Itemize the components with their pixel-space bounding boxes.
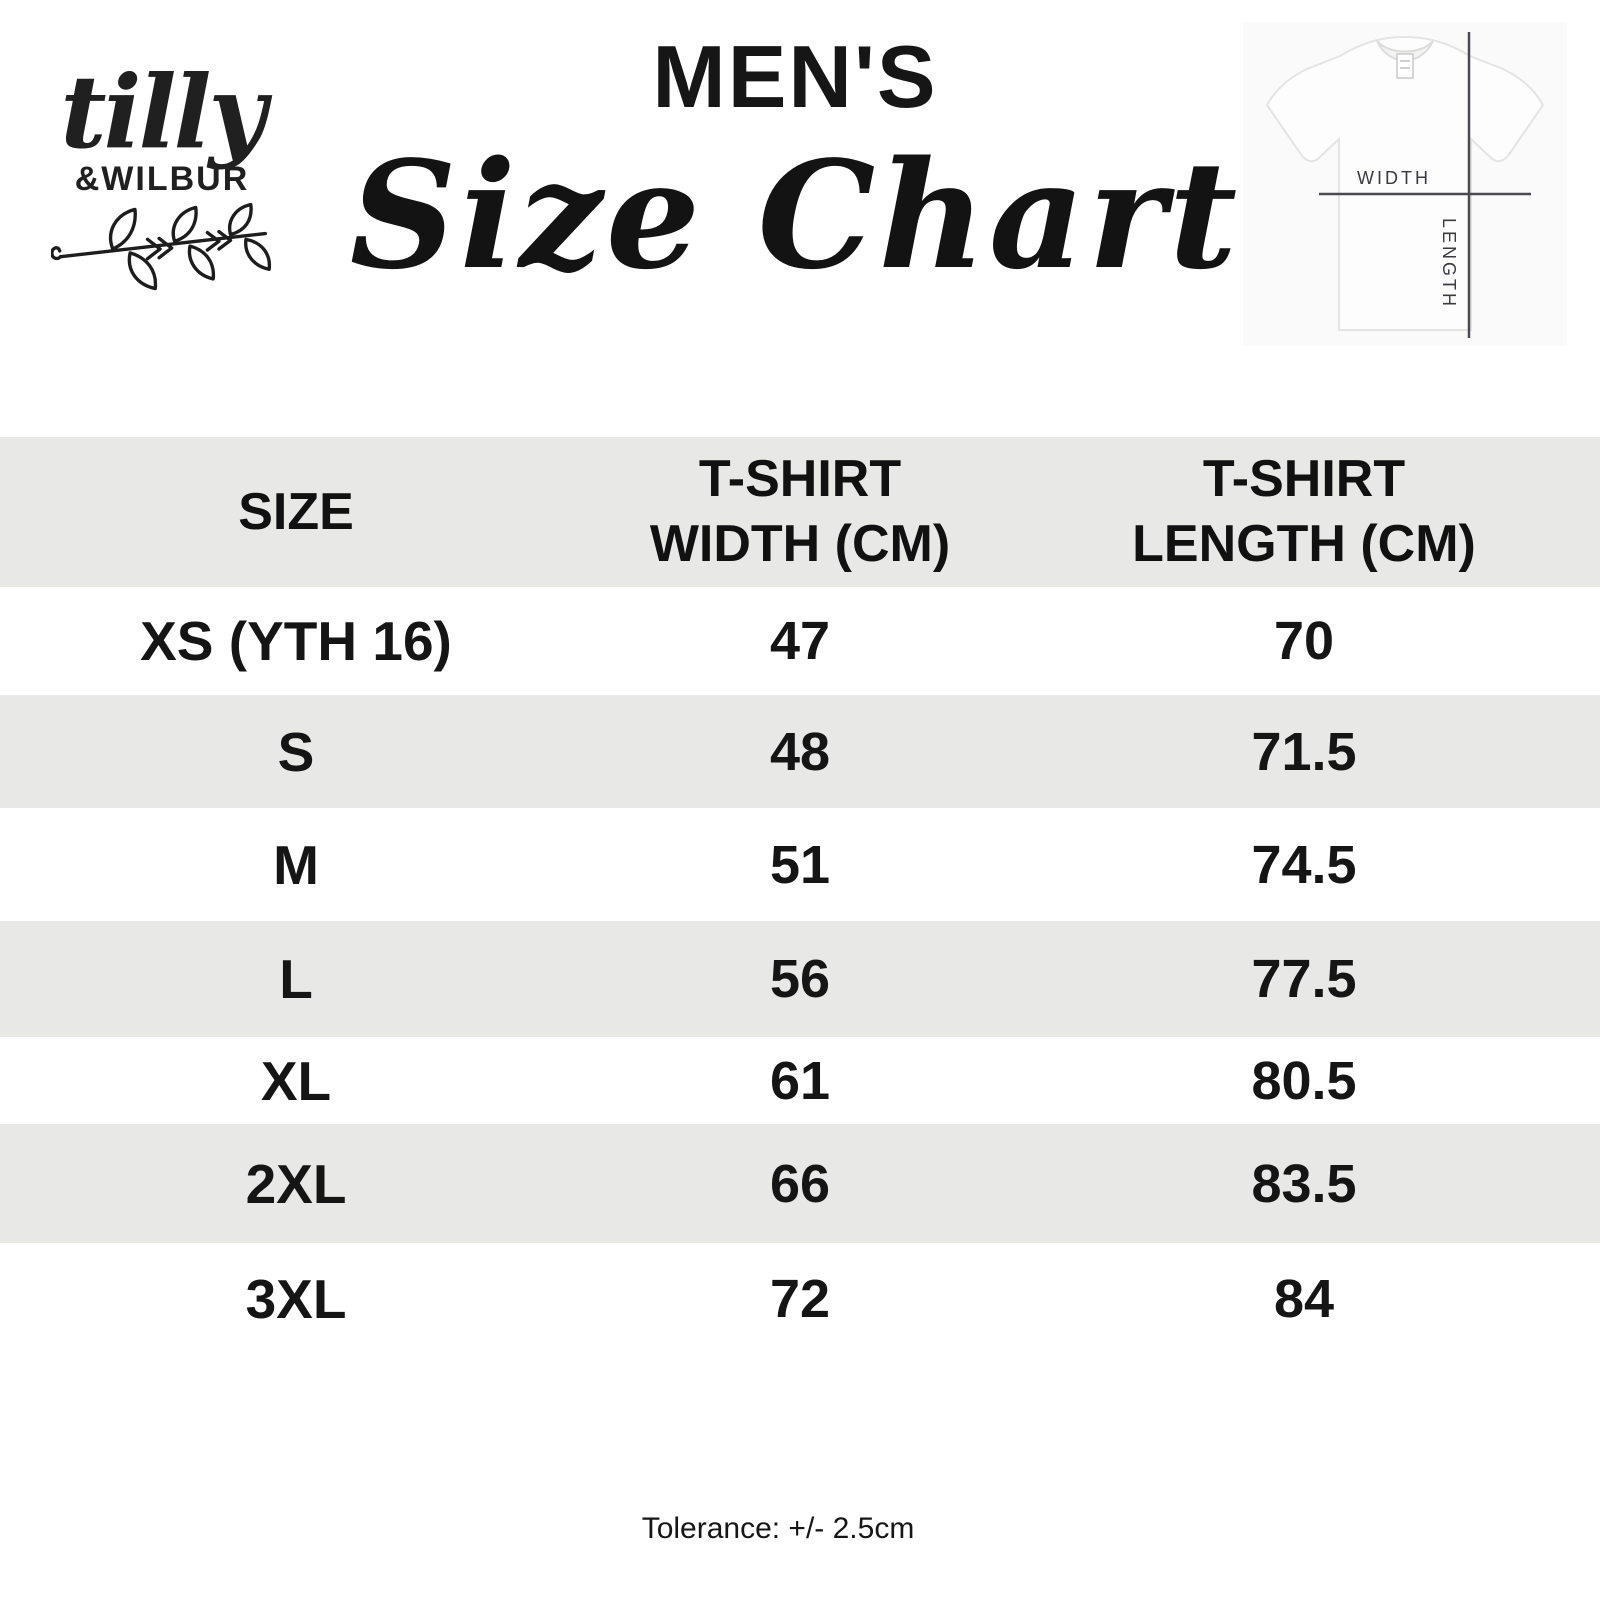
column-header-size <box>0 480 592 545</box>
table-row <box>0 1243 1600 1355</box>
table-body <box>0 587 1600 1355</box>
length-cell: 77.5 <box>1251 949 1357 1009</box>
width-cell: 72 <box>769 1269 831 1329</box>
length-cell: 80.5 <box>1251 1050 1357 1111</box>
length-cell: 71.5 <box>1251 721 1357 782</box>
length-cell: 70 <box>1273 611 1335 671</box>
size-table <box>0 437 1600 1355</box>
tshirt-measure-diagram <box>1243 22 1567 346</box>
laurel-branch-icon <box>51 203 273 295</box>
page-title: Size Chart <box>349 128 1241 302</box>
size-cell: 3XL <box>245 1268 347 1330</box>
length-cell: 84 <box>1273 1269 1335 1329</box>
category-heading: MEN'S <box>652 27 938 126</box>
width-cell: 48 <box>769 721 831 782</box>
width-cell: 61 <box>769 1050 831 1111</box>
size-cell: 2XL <box>245 1152 347 1215</box>
table-row <box>0 587 1600 695</box>
table-header-row <box>0 437 1600 587</box>
size-cell: L <box>279 948 313 1010</box>
masthead <box>305 26 1285 302</box>
table-row <box>0 921 1600 1037</box>
width-axis-label: WIDTH <box>1357 168 1431 188</box>
column-header-length <box>1008 447 1600 577</box>
table-row <box>0 1124 1600 1243</box>
length-cell: 74.5 <box>1251 834 1357 895</box>
column-header-line: WIDTH (CM) <box>649 515 951 573</box>
length-axis-label: LENGTH <box>1439 218 1459 310</box>
column-header-line: LENGTH (CM) <box>1132 515 1476 573</box>
length-cell: 83.5 <box>1251 1153 1357 1214</box>
width-cell: 66 <box>769 1153 831 1214</box>
table-row <box>0 1037 1600 1124</box>
neck-label <box>1397 54 1413 78</box>
column-header-line: SIZE <box>238 482 354 541</box>
width-cell: 56 <box>769 949 831 1009</box>
tolerance-note: Tolerance: +/- 2.5cm <box>641 1512 915 1545</box>
brand-name-script: tilly <box>60 53 264 171</box>
column-header-line: T-SHIRT <box>1202 450 1406 508</box>
size-cell: XS (YTH 16) <box>140 610 452 672</box>
size-cell: M <box>273 833 319 896</box>
width-cell: 47 <box>769 611 831 671</box>
brand-logo <box>42 53 282 300</box>
column-header-width <box>592 447 1008 577</box>
column-header-line: T-SHIRT <box>698 450 902 508</box>
brand-name-caps: &WILBUR <box>74 160 250 198</box>
size-cell: S <box>277 720 315 783</box>
size-cell: XL <box>260 1049 332 1112</box>
table-row <box>0 808 1600 921</box>
table-row <box>0 695 1600 808</box>
width-cell: 51 <box>769 834 831 895</box>
